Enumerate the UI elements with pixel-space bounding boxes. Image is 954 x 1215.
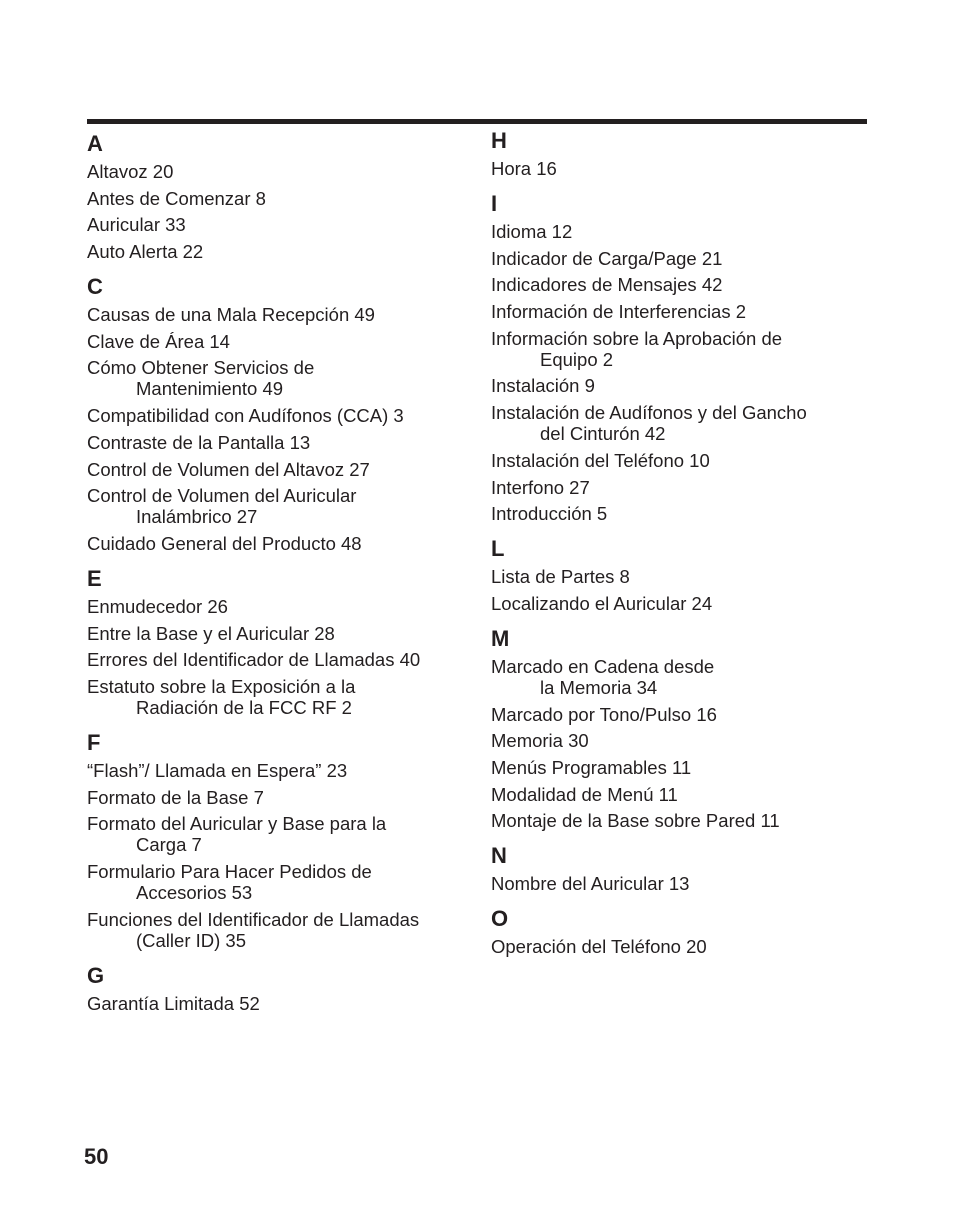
index-entry xyxy=(491,274,891,295)
index-section xyxy=(491,843,891,894)
index-section xyxy=(87,730,487,951)
index-entry-text: Formulario Para Hacer Pedidos de xyxy=(87,861,372,882)
index-section xyxy=(491,536,891,614)
index-entry-text: Errores del Identificador de Llamadas 40 xyxy=(87,649,421,671)
index-section xyxy=(491,128,891,179)
index-entry xyxy=(491,328,891,370)
index-entry-continuation: Carga 7 xyxy=(136,834,202,856)
index-entry xyxy=(491,704,891,725)
index-entry-continuation: (Caller ID) 35 xyxy=(136,929,246,951)
index-entry-text: Nombre del Auricular 13 xyxy=(491,873,690,895)
index-entry xyxy=(87,623,487,644)
index-entry xyxy=(491,936,891,957)
index-entry xyxy=(87,861,487,903)
index-entry xyxy=(87,813,487,855)
index-section xyxy=(491,191,891,524)
index-entry-text: Operación del Teléfono 20 xyxy=(491,936,707,958)
index-entry-text: Interfono 27 xyxy=(491,476,590,498)
index-entry-text: Antes de Comenzar 8 xyxy=(87,187,266,209)
index-entry xyxy=(87,188,487,209)
index-section xyxy=(491,626,891,831)
index-entry-text: Lista de Partes 8 xyxy=(491,566,630,588)
section-letter: A xyxy=(87,131,103,156)
index-entry-text: Instalación del Teléfono 10 xyxy=(491,449,710,471)
index-entry-text: Auto Alerta 22 xyxy=(87,241,204,263)
index-entry-text: Menús Programables 11 xyxy=(491,756,692,778)
index-entry-text: Garantía Limitada 52 xyxy=(87,992,260,1014)
index-entry-text: Memoria 30 xyxy=(491,730,589,752)
index-section xyxy=(87,131,487,262)
index-entry xyxy=(491,450,891,471)
index-section xyxy=(491,906,891,957)
index-entry-text: Marcado por Tono/Pulso 16 xyxy=(491,703,717,725)
page-number: 50 xyxy=(84,1144,109,1169)
index-entry-text: Información de Interferencias 2 xyxy=(491,301,747,323)
index-entry-continuation: Mantenimiento 49 xyxy=(136,378,284,400)
index-entry-text: Contraste de la Pantalla 13 xyxy=(87,431,311,453)
index-entry-text: Cómo Obtener Servicios de xyxy=(87,357,315,379)
index-entry-text: Modalidad de Menú 11 xyxy=(491,783,678,805)
index-entry xyxy=(87,596,487,617)
index-entry-text: Información sobre la Aprobación de xyxy=(491,327,783,349)
index-entry-continuation: Equipo 2 xyxy=(540,348,614,370)
index-entry xyxy=(491,593,891,614)
section-letter: C xyxy=(87,274,103,300)
index-entry xyxy=(87,405,487,426)
index-entry xyxy=(491,375,891,396)
index-entry xyxy=(491,477,891,498)
index-entry xyxy=(491,301,891,322)
section-letter: M xyxy=(491,625,510,651)
index-entry-text: Hora 16 xyxy=(491,158,557,179)
index-entry-continuation: del Cinturón 42 xyxy=(540,423,666,445)
index-entry xyxy=(87,787,487,808)
index-entry-text: Clave de Área 14 xyxy=(87,330,230,352)
index-entry xyxy=(87,432,487,453)
index-entry-text: Control de Volumen del Auricular xyxy=(87,485,357,507)
index-entry xyxy=(87,760,487,781)
index-entry-text: “Flash”/ Llamada en Espera” 23 xyxy=(87,759,348,781)
section-letter: F xyxy=(87,729,101,755)
index-entry-text: Estatuto sobre la Exposición a la xyxy=(87,675,356,697)
index-entry xyxy=(87,649,487,670)
index-entry-text: Auricular 33 xyxy=(87,214,186,236)
index-entry xyxy=(491,656,891,698)
index-entry-text: Instalación de Audífonos y del Gancho xyxy=(491,402,807,424)
index-entry-text: Enmudecedor 26 xyxy=(87,595,228,617)
index-entry xyxy=(491,784,891,805)
index-entry-continuation: Accesorios 53 xyxy=(136,882,253,903)
index-entry xyxy=(87,214,487,235)
index-entry xyxy=(87,533,487,554)
index-entry xyxy=(491,873,891,894)
index-entry-continuation: Radiación de la FCC RF 2 xyxy=(136,696,352,718)
section-letter: I xyxy=(491,191,498,216)
index-entry xyxy=(491,810,891,831)
index-section xyxy=(87,963,487,1014)
index-entry xyxy=(491,158,891,179)
index-entry-text: Entre la Base y el Auricular 28 xyxy=(87,622,335,644)
index-entry xyxy=(87,909,487,951)
index-entry-text: Localizando el Auricular 24 xyxy=(491,592,713,614)
index-entry xyxy=(491,503,891,524)
index-entry-text: Indicador de Carga/Page 21 xyxy=(491,247,723,269)
index-entry-continuation: Inalámbrico 27 xyxy=(136,506,258,528)
section-letter: N xyxy=(491,843,507,869)
index-entry-text: Funciones del Identificador de Llamadas xyxy=(87,908,420,930)
index-entry-text: Introducción 5 xyxy=(491,503,608,525)
index-entry xyxy=(87,993,487,1014)
index-entry-text: Idioma 12 xyxy=(491,221,573,242)
header-rule xyxy=(87,119,867,124)
index-entry-text: Formato de la Base 7 xyxy=(87,786,264,808)
index-entry xyxy=(491,402,891,444)
index-entry xyxy=(87,331,487,352)
index-entry xyxy=(87,304,487,325)
index-entry xyxy=(87,161,487,182)
index-entry-text: Cuidado General del Producto 48 xyxy=(87,532,362,554)
index-entry xyxy=(87,676,487,718)
section-letter: E xyxy=(87,565,102,591)
index-entry-text: Control de Volumen del Altavoz 27 xyxy=(87,458,370,480)
index-entry-text: Marcado en Cadena desde xyxy=(491,655,715,677)
index-entry xyxy=(491,730,891,751)
section-letter: H xyxy=(491,128,507,153)
index-entry-text: Instalación 9 xyxy=(491,375,595,397)
section-letter: G xyxy=(87,962,105,988)
index-entry xyxy=(87,459,487,480)
index-entry-text: Formato del Auricular y Base para la xyxy=(87,813,387,835)
index-entry-text: Compatibilidad con Audífonos (CCA) 3 xyxy=(87,405,404,427)
index-entry-continuation: la Memoria 34 xyxy=(540,676,658,698)
section-letter: L xyxy=(491,536,505,562)
index-entry xyxy=(491,221,891,242)
index-column-left xyxy=(87,131,487,1026)
index-entry xyxy=(491,757,891,778)
index-section xyxy=(87,566,487,718)
index-entry xyxy=(87,357,487,399)
index-entry-text: Montaje de la Base sobre Pared 11 xyxy=(491,810,780,832)
index-entry xyxy=(87,485,487,527)
index-section xyxy=(87,274,487,554)
index-entry-text: Indicadores de Mensajes 42 xyxy=(491,274,723,296)
index-entry-text: Causas de una Mala Recepción 49 xyxy=(87,304,375,326)
index-entry xyxy=(87,241,487,262)
index-entry xyxy=(491,248,891,269)
section-letter: O xyxy=(491,906,509,932)
index-entry xyxy=(491,566,891,587)
index-column-right xyxy=(491,128,891,969)
index-entry-text: Altavoz 20 xyxy=(87,161,174,182)
